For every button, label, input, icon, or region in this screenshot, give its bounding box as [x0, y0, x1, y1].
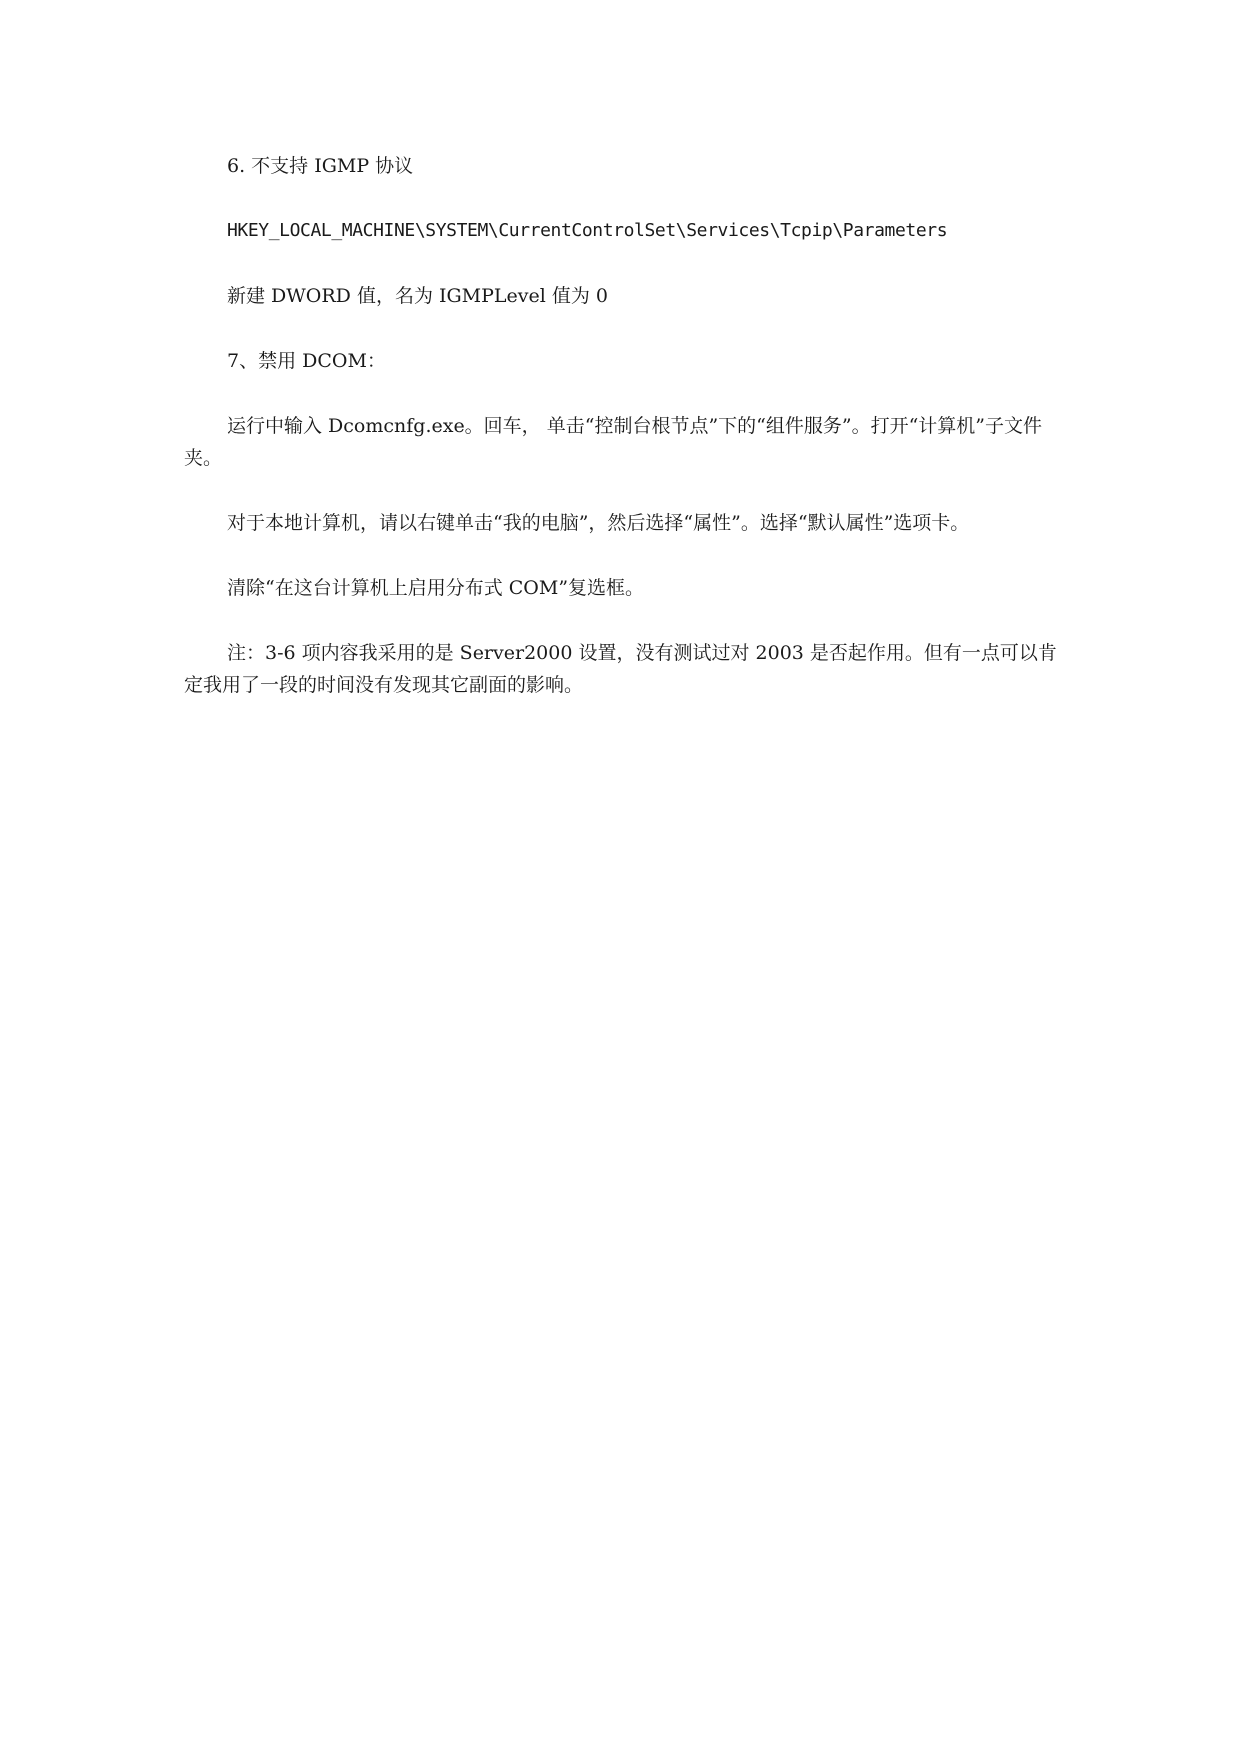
document-body	[184, 150, 1062, 701]
heading-dcom: 7、禁用 DCOM：	[227, 350, 386, 372]
heading-igmp: 6. 不支持 IGMP 协议	[227, 155, 414, 177]
dcomcnfg-instruction: 运行中输入 Dcomcnfg.exe。回车， 单击“控制台根节点”下的“组件服务”。打开“计算机”子文件夹。	[184, 415, 1043, 469]
properties-instruction: 对于本地计算机，请以右键单击“我的电脑”，然后选择“属性”。选择“默认属性”选项卡。	[227, 512, 970, 534]
registry-path: HKEY_LOCAL_MACHINE\SYSTEM\CurrentControlSet\Services\Tcpip\Parameters	[227, 220, 948, 241]
clear-checkbox-instruction: 清除“在这台计算机上启用分布式 COM”复选框。	[227, 577, 645, 599]
dword-instruction: 新建 DWORD 值，名为 IGMPLevel 值为 0	[227, 285, 609, 307]
note-paragraph: 注：3-6 项内容我采用的是 Server2000 设置，没有测试过对 2003 是否起作用。但有一点可以肯定我用了一段的时间没有发现其它副面的影响。	[184, 642, 1057, 696]
